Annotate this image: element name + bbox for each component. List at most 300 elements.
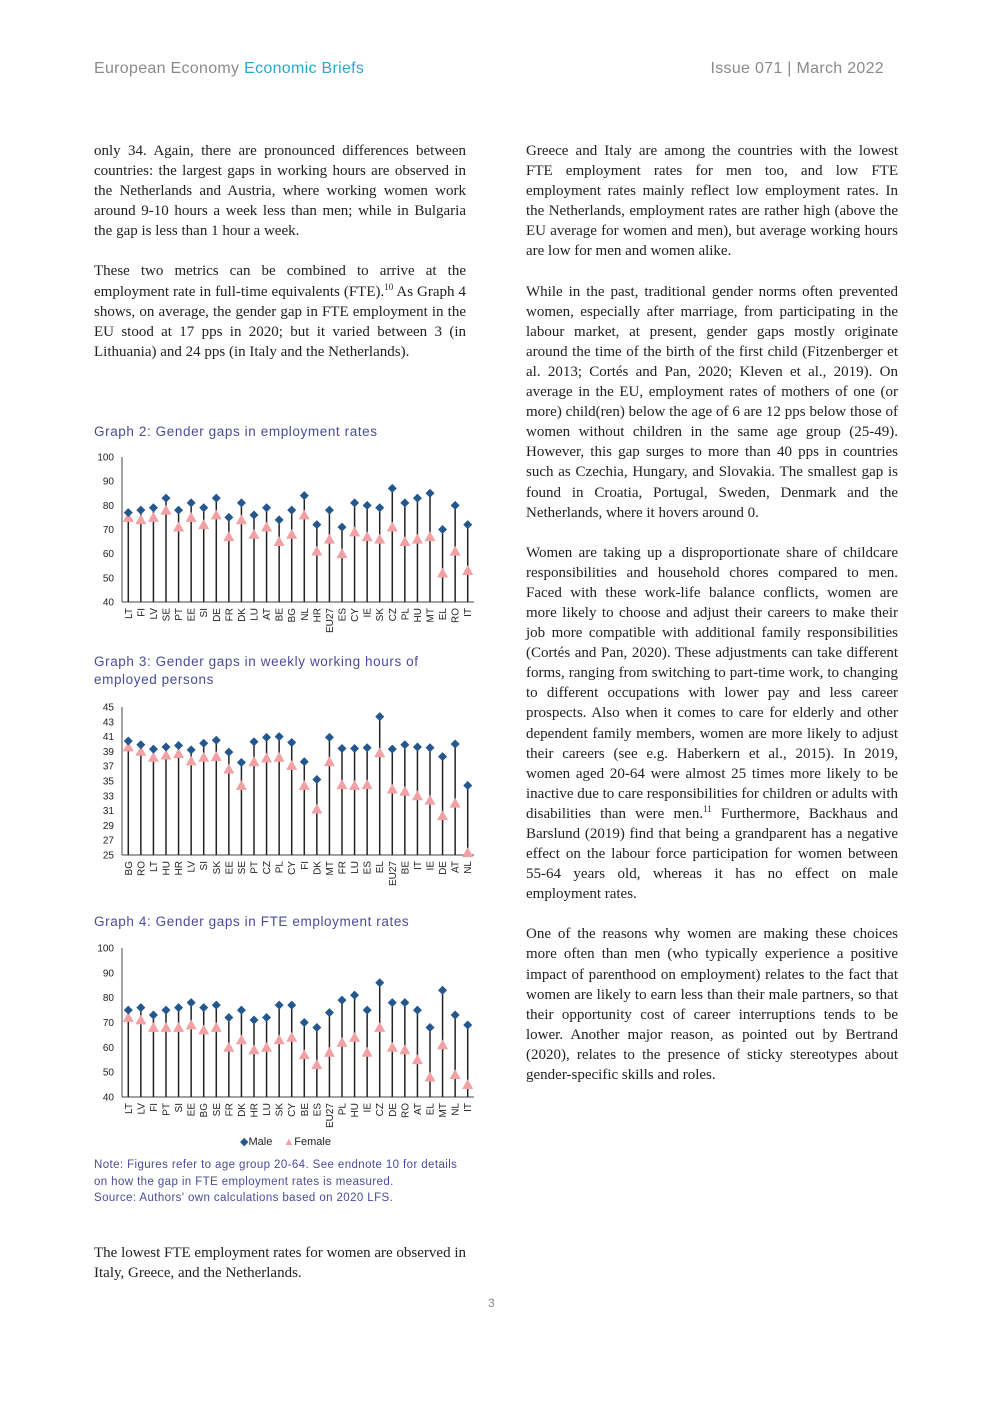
x-tick-label: NL: [450, 1103, 462, 1116]
female-point: [425, 531, 436, 541]
male-point: [275, 1001, 284, 1010]
female-point: [337, 779, 348, 789]
male-point: [350, 744, 359, 753]
female-point: [387, 522, 398, 532]
x-tick-label: EE: [186, 608, 198, 622]
right-paragraph-1: Greece and Italy are among the countries with the lowest FTE employment rates for men too, and low FTE employment rates mainly reflect low employment rates. In the Netherlands, employment rates are rather high (above the EU average for women and men), but average working hours are low for men and women alike.: [526, 143, 898, 260]
x-tick-label: DE: [387, 1103, 399, 1117]
x-tick-label: MT: [438, 1103, 450, 1118]
male-point: [275, 732, 284, 741]
male-point: [124, 737, 133, 746]
female-point: [274, 1034, 285, 1044]
graph-2-chart: [90, 445, 480, 634]
female-point: [198, 752, 209, 762]
male-point: [325, 733, 334, 742]
female-point: [462, 1079, 473, 1089]
graph-note: [94, 1157, 466, 1207]
x-tick-label: EL: [375, 861, 387, 874]
male-point: [363, 743, 372, 752]
female-point: [437, 1039, 448, 1049]
x-tick-label: SE: [161, 608, 173, 622]
x-tick-label: NL: [463, 861, 475, 874]
female-point: [437, 810, 448, 820]
x-tick-label: EL: [425, 1103, 437, 1116]
female-point: [425, 1072, 436, 1082]
x-tick-label: CZ: [262, 861, 274, 875]
graph-4-title: Graph 4: Gender gaps in FTE employment rates: [94, 914, 410, 929]
right-paragraph-3: [526, 543, 898, 905]
y-tick-label: 29: [102, 820, 114, 832]
female-point: [374, 747, 385, 757]
legend-female: Female: [294, 1136, 331, 1148]
female-point: [412, 1054, 423, 1064]
male-point: [174, 1003, 183, 1012]
x-tick-label: CZ: [387, 608, 399, 622]
male-point: [338, 744, 347, 753]
y-tick-label: 41: [102, 732, 114, 744]
x-tick-label: EU27: [324, 1103, 336, 1129]
x-tick-label: HU: [412, 608, 424, 623]
male-point: [375, 503, 384, 512]
graph-3-title: Graph 3: Gender gaps in weekly working hours of employed persons: [94, 654, 419, 687]
male-point: [463, 1020, 472, 1029]
male-point: [426, 489, 435, 498]
header-brief-name: Economic Briefs: [244, 60, 365, 77]
male-point: [224, 748, 233, 757]
male-point: [250, 737, 259, 746]
female-point: [186, 512, 197, 522]
male-point: [187, 745, 196, 754]
male-point: [338, 996, 347, 1005]
female-point: [286, 529, 297, 539]
right-paragraph-3-text-a: Women are taking up a disproportionate share of childcare responsibilities and household chores compared to men. Faced with these work-life balance conflicts, women are more likely to choose and adjust their careers to make their job more compatible with additional family responsibilities (Cortés and Pan, 2020). These adjustments can take different forms, ranging from switching to part-time work, to changing to different occupations with lower pay and less career prospects. Also when it comes to care for elderly and other dependent family members, women are more likely to adjust their careers (see e.g. Haberkern et al., 2015). In 2019, women aged 20-64 were almost 25 times more likely to be inactive due to care responsibilities for children or adults with disabilities than were men.: [526, 544, 898, 822]
x-tick-label: IT: [463, 1103, 475, 1112]
female-point: [211, 751, 222, 761]
male-point: [426, 743, 435, 752]
x-tick-label: SE: [236, 861, 248, 875]
x-tick-label: NL: [299, 608, 311, 621]
x-tick-label: EU27: [387, 861, 399, 887]
x-tick-label: BG: [199, 1103, 211, 1118]
x-tick-label: LU: [350, 861, 362, 874]
right-paragraph-4: One of the reasons why women are making these choices more often than men (who typically experience a positive impact of parenthood on employment) relates to the fact that women are likely to earn less than their male partners, so that their opportunity cost of career interruptions tends to be lower. Another major reason, as pointed out by Bertrand (2020), relates to the presence of sticky stereotypes about gender-specific skills and roles.: [526, 926, 898, 1084]
x-tick-label: CY: [287, 1103, 299, 1117]
y-tick-label: 50: [102, 573, 114, 585]
male-point: [400, 498, 409, 507]
left-paragraph-3: The lowest FTE employment rates for women are observed in Italy, Greece, and the Netherlands.: [94, 1245, 466, 1282]
male-point: [388, 998, 397, 1007]
male-point: [300, 491, 309, 500]
female-point: [311, 546, 322, 556]
x-tick-label: DE: [438, 861, 450, 875]
female-point: [173, 522, 184, 532]
x-tick-label: AT: [412, 1103, 424, 1116]
header-issue-date: Issue 071 | March 2022: [710, 60, 884, 77]
female-point: [311, 804, 322, 814]
female-point: [236, 780, 247, 790]
y-tick-label: 27: [102, 835, 114, 847]
graph-3-chart: [90, 695, 480, 890]
male-point: [287, 506, 296, 515]
x-tick-label: MT: [425, 608, 437, 623]
left-paragraph-1: only 34. Again, there are pronounced differences between countries: the largest gaps in working hours are observed in the Netherlands and Austria, where working women work around 9-10 hours a week less than men; while in Bulgaria the gap is less than 1 hour a week.: [94, 143, 466, 240]
y-tick-label: 40: [102, 597, 114, 609]
x-tick-label: SK: [274, 1103, 286, 1117]
x-tick-label: IE: [425, 861, 437, 871]
female-point: [198, 519, 209, 529]
male-point: [300, 757, 309, 766]
x-tick-label: CY: [350, 608, 362, 622]
x-tick-label: HR: [174, 861, 186, 876]
female-point: [286, 760, 297, 770]
male-point: [237, 1006, 246, 1015]
x-tick-label: DK: [312, 861, 324, 875]
left-paragraph-2-text-b: As Graph 4 shows, on average, the gender gap in FTE employment in the EU stood at 17 pps in 2020; but it varied between 3 (in Lithuania) and 24 pps (in Italy and the Netherlands).: [94, 283, 466, 360]
source-text: Source: Authors' own calculations based on 2020 LFS.: [94, 1192, 394, 1204]
x-tick-label: PL: [274, 861, 286, 874]
female-point: [399, 1044, 410, 1054]
male-point: [338, 523, 347, 532]
male-point: [275, 515, 284, 524]
female-point: [211, 1022, 222, 1032]
y-tick-label: 60: [102, 1042, 114, 1054]
y-tick-label: 100: [97, 452, 114, 464]
female-point: [425, 795, 436, 805]
left-column: [94, 141, 466, 382]
x-tick-label: PT: [174, 608, 186, 621]
graph-4-chart: [90, 938, 480, 1129]
female-point: [161, 1022, 172, 1032]
male-point: [413, 1006, 422, 1015]
male-point: [300, 1018, 309, 1027]
header-series: European Economy: [94, 60, 240, 77]
x-tick-label: BE: [274, 608, 286, 622]
y-tick-label: 50: [102, 1067, 114, 1079]
x-tick-label: AT: [262, 608, 274, 621]
male-point: [312, 1023, 321, 1032]
female-point: [324, 756, 335, 766]
x-tick-label: RO: [400, 1103, 412, 1118]
female-point: [462, 847, 473, 857]
female-point: [450, 546, 461, 556]
x-tick-label: LU: [262, 1103, 274, 1116]
male-point: [287, 738, 296, 747]
female-point: [148, 1022, 159, 1032]
y-tick-label: 90: [102, 968, 114, 980]
x-tick-label: FI: [136, 608, 148, 617]
x-tick-label: SI: [199, 608, 211, 618]
female-point: [311, 1059, 322, 1069]
female-point: [274, 536, 285, 546]
x-tick-label: IT: [463, 608, 475, 617]
x-tick-label: FR: [224, 1103, 236, 1117]
x-tick-label: HR: [249, 1103, 261, 1118]
male-point: [426, 1023, 435, 1032]
chart-legend: [240, 1135, 331, 1148]
female-point: [362, 779, 373, 789]
male-point: [124, 508, 133, 517]
male-point: [375, 978, 384, 987]
male-point: [187, 498, 196, 507]
x-tick-label: SK: [375, 608, 387, 622]
graph-2-title: Graph 2: Gender gaps in employment rates: [94, 424, 378, 439]
male-point: [287, 1001, 296, 1010]
x-tick-label: LT: [123, 1103, 135, 1114]
y-tick-label: 80: [102, 500, 114, 512]
x-tick-label: EE: [224, 861, 236, 875]
female-point: [349, 780, 360, 790]
female-point: [249, 756, 260, 766]
male-point: [350, 991, 359, 1000]
male-point: [224, 513, 233, 522]
x-tick-label: BG: [123, 861, 135, 876]
x-tick-label: BE: [299, 1103, 311, 1117]
y-tick-label: 70: [102, 1018, 114, 1029]
female-point: [412, 790, 423, 800]
female-point: [223, 1042, 234, 1052]
y-tick-label: 43: [102, 717, 114, 729]
x-tick-label: EL: [438, 608, 450, 621]
male-point: [136, 1003, 145, 1012]
x-tick-label: CY: [287, 861, 299, 875]
female-point: [374, 534, 385, 544]
x-tick-label: PL: [337, 1103, 349, 1116]
male-point: [463, 781, 472, 790]
female-point: [324, 534, 335, 544]
y-tick-label: 25: [102, 850, 114, 862]
female-point: [412, 534, 423, 544]
footnote-ref-11[interactable]: 11: [703, 803, 712, 814]
x-tick-label: LU: [249, 608, 261, 621]
male-point: [136, 740, 145, 749]
x-tick-label: IE: [362, 1103, 374, 1113]
female-point: [299, 780, 310, 790]
female-point: [236, 514, 247, 524]
x-tick-label: SI: [174, 1103, 186, 1113]
x-tick-label: HU: [161, 861, 173, 876]
y-tick-label: 35: [102, 776, 114, 788]
x-tick-label: DK: [236, 1103, 248, 1117]
x-tick-label: CZ: [375, 1103, 387, 1117]
x-tick-label: PT: [249, 861, 261, 874]
x-tick-label: DE: [211, 608, 223, 622]
x-tick-label: FR: [224, 608, 236, 622]
female-point: [249, 529, 260, 539]
male-point: [451, 1011, 460, 1020]
female-marker-icon: ▲: [283, 1136, 295, 1148]
male-point: [463, 520, 472, 529]
female-point: [261, 1042, 272, 1052]
female-point: [186, 1019, 197, 1029]
y-tick-label: 39: [102, 746, 114, 758]
x-tick-label: FI: [148, 1103, 160, 1112]
female-point: [261, 522, 272, 532]
male-point: [400, 998, 409, 1007]
female-point: [261, 753, 272, 763]
female-point: [299, 510, 310, 520]
x-tick-label: LV: [148, 608, 160, 620]
left-paragraph-2-text-a: These two metrics can be combined to arrive at the employment rate in full-time equivalents (FTE).: [94, 263, 466, 300]
x-tick-label: PT: [161, 1103, 173, 1116]
female-point: [135, 1015, 146, 1025]
note-text: Note: Figures refer to age group 20-64. See endnote 10 for details on how the gap in FTE employment rates is measured.: [94, 1159, 458, 1188]
male-point: [149, 1011, 158, 1020]
x-tick-label: FR: [337, 861, 349, 875]
female-point: [374, 1022, 385, 1032]
x-tick-label: ES: [337, 608, 349, 622]
page-number: 3: [488, 1296, 495, 1310]
y-tick-label: 60: [102, 549, 114, 561]
female-point: [349, 1032, 360, 1042]
x-tick-label: PL: [400, 608, 412, 621]
female-point: [211, 510, 222, 520]
male-point: [363, 501, 372, 510]
male-point: [212, 1001, 221, 1010]
male-point: [199, 503, 208, 512]
male-point: [262, 733, 271, 742]
female-point: [299, 1049, 310, 1059]
female-point: [249, 1044, 260, 1054]
female-point: [362, 1047, 373, 1057]
male-point: [388, 484, 397, 493]
female-point: [161, 505, 172, 515]
x-tick-label: FI: [299, 861, 311, 870]
female-point: [223, 531, 234, 541]
x-tick-label: SE: [211, 1103, 223, 1117]
right-paragraph-2: While in the past, traditional gender norms often prevented women, especially after marriage, from participating in the labour market, at present, gender gaps mostly originate around the time of the birth of the first child (Fitzenberger et al. 2013; Cortés and Pan, 2020; Kleven et al., 2019). On average in the EU, employment rates of mothers of one (or more) child(ren) below the age of 6 are 12 pps below those of women without children in the same age group (25-49). However, this gap surges to more than 40 pps in countries such as Czechia, Hungary, and Slovakia. The smallest gap is found in Croatia, Portugal, Sweden, Denmark and the Netherlands, where it hovers around 0.: [526, 283, 898, 521]
right-paragraph-3-text-b: Furthermore, Backhaus and Barslund (2019) find that being a grandparent has a negative effect on the labour force participation for women between 55-64 years old, whereas it has no effect on male employment rates.: [526, 805, 898, 903]
y-tick-label: 80: [102, 993, 114, 1005]
male-point: [438, 752, 447, 761]
male-marker-icon: ◆: [240, 1136, 249, 1148]
female-point: [135, 514, 146, 524]
female-point: [437, 568, 448, 578]
female-point: [462, 565, 473, 575]
male-point: [199, 739, 208, 748]
x-tick-label: AT: [450, 861, 462, 874]
legend-male: Male: [248, 1136, 273, 1148]
female-point: [198, 1024, 209, 1034]
female-point: [236, 1034, 247, 1044]
x-tick-label: RO: [450, 608, 462, 623]
y-tick-label: 40: [102, 1092, 114, 1104]
female-point: [324, 1047, 335, 1057]
x-tick-label: DK: [236, 608, 248, 622]
right-column: [526, 141, 898, 1105]
x-tick-label: ES: [312, 1103, 324, 1117]
female-point: [450, 1069, 461, 1079]
male-point: [451, 740, 460, 749]
x-tick-label: EE: [186, 1103, 198, 1117]
male-point: [363, 1006, 372, 1015]
female-point: [286, 1032, 297, 1042]
x-tick-label: EU27: [324, 608, 336, 634]
female-point: [186, 756, 197, 766]
x-tick-label: IE: [362, 608, 374, 618]
male-point: [224, 1013, 233, 1022]
male-point: [250, 1016, 259, 1025]
x-tick-label: HU: [350, 1103, 362, 1118]
x-tick-label: HR: [312, 608, 324, 623]
x-tick-label: ES: [362, 861, 374, 875]
female-point: [387, 784, 398, 794]
male-point: [250, 511, 259, 520]
x-tick-label: LV: [186, 861, 198, 873]
x-tick-label: LV: [136, 1103, 148, 1115]
x-tick-label: BE: [400, 861, 412, 875]
male-point: [237, 498, 246, 507]
male-point: [162, 742, 171, 751]
male-point: [350, 498, 359, 507]
male-point: [174, 741, 183, 750]
female-point: [450, 798, 461, 808]
male-point: [375, 712, 384, 721]
female-point: [387, 1042, 398, 1052]
x-tick-label: IT: [412, 861, 424, 870]
female-point: [399, 536, 410, 546]
header-publication: [94, 60, 364, 78]
y-tick-label: 31: [102, 806, 114, 818]
male-point: [124, 1006, 133, 1015]
male-point: [162, 1006, 171, 1015]
x-tick-label: SI: [199, 861, 211, 871]
male-point: [262, 1013, 271, 1022]
male-point: [199, 1003, 208, 1012]
male-point: [212, 494, 221, 503]
female-point: [399, 786, 410, 796]
male-point: [325, 1008, 334, 1017]
y-tick-label: 90: [102, 476, 114, 488]
footnote-ref-10[interactable]: 10: [384, 281, 394, 292]
male-point: [136, 506, 145, 515]
male-point: [325, 506, 334, 515]
male-point: [413, 494, 422, 503]
left-paragraph-2: [94, 261, 466, 361]
x-tick-label: BG: [287, 608, 299, 623]
y-tick-label: 37: [102, 761, 114, 773]
female-point: [337, 548, 348, 558]
female-point: [274, 752, 285, 762]
male-point: [237, 758, 246, 767]
y-tick-label: 100: [97, 943, 114, 955]
male-point: [413, 742, 422, 751]
male-point: [400, 740, 409, 749]
x-tick-label: LT: [123, 608, 135, 619]
male-point: [438, 525, 447, 534]
male-point: [312, 775, 321, 784]
x-tick-label: LT: [148, 861, 160, 872]
y-tick-label: 33: [102, 791, 114, 803]
male-point: [212, 736, 221, 745]
male-point: [187, 998, 196, 1007]
male-point: [149, 503, 158, 512]
y-tick-label: 45: [102, 702, 114, 714]
female-point: [148, 512, 159, 522]
female-point: [337, 1037, 348, 1047]
male-point: [149, 745, 158, 754]
female-point: [349, 526, 360, 536]
male-point: [451, 501, 460, 510]
male-point: [312, 520, 321, 529]
male-point: [162, 494, 171, 503]
x-tick-label: MT: [324, 861, 336, 876]
male-point: [438, 986, 447, 995]
y-tick-label: 70: [102, 525, 114, 536]
x-tick-label: SK: [211, 861, 223, 875]
female-point: [223, 764, 234, 774]
female-point: [173, 1022, 184, 1032]
male-point: [262, 503, 271, 512]
